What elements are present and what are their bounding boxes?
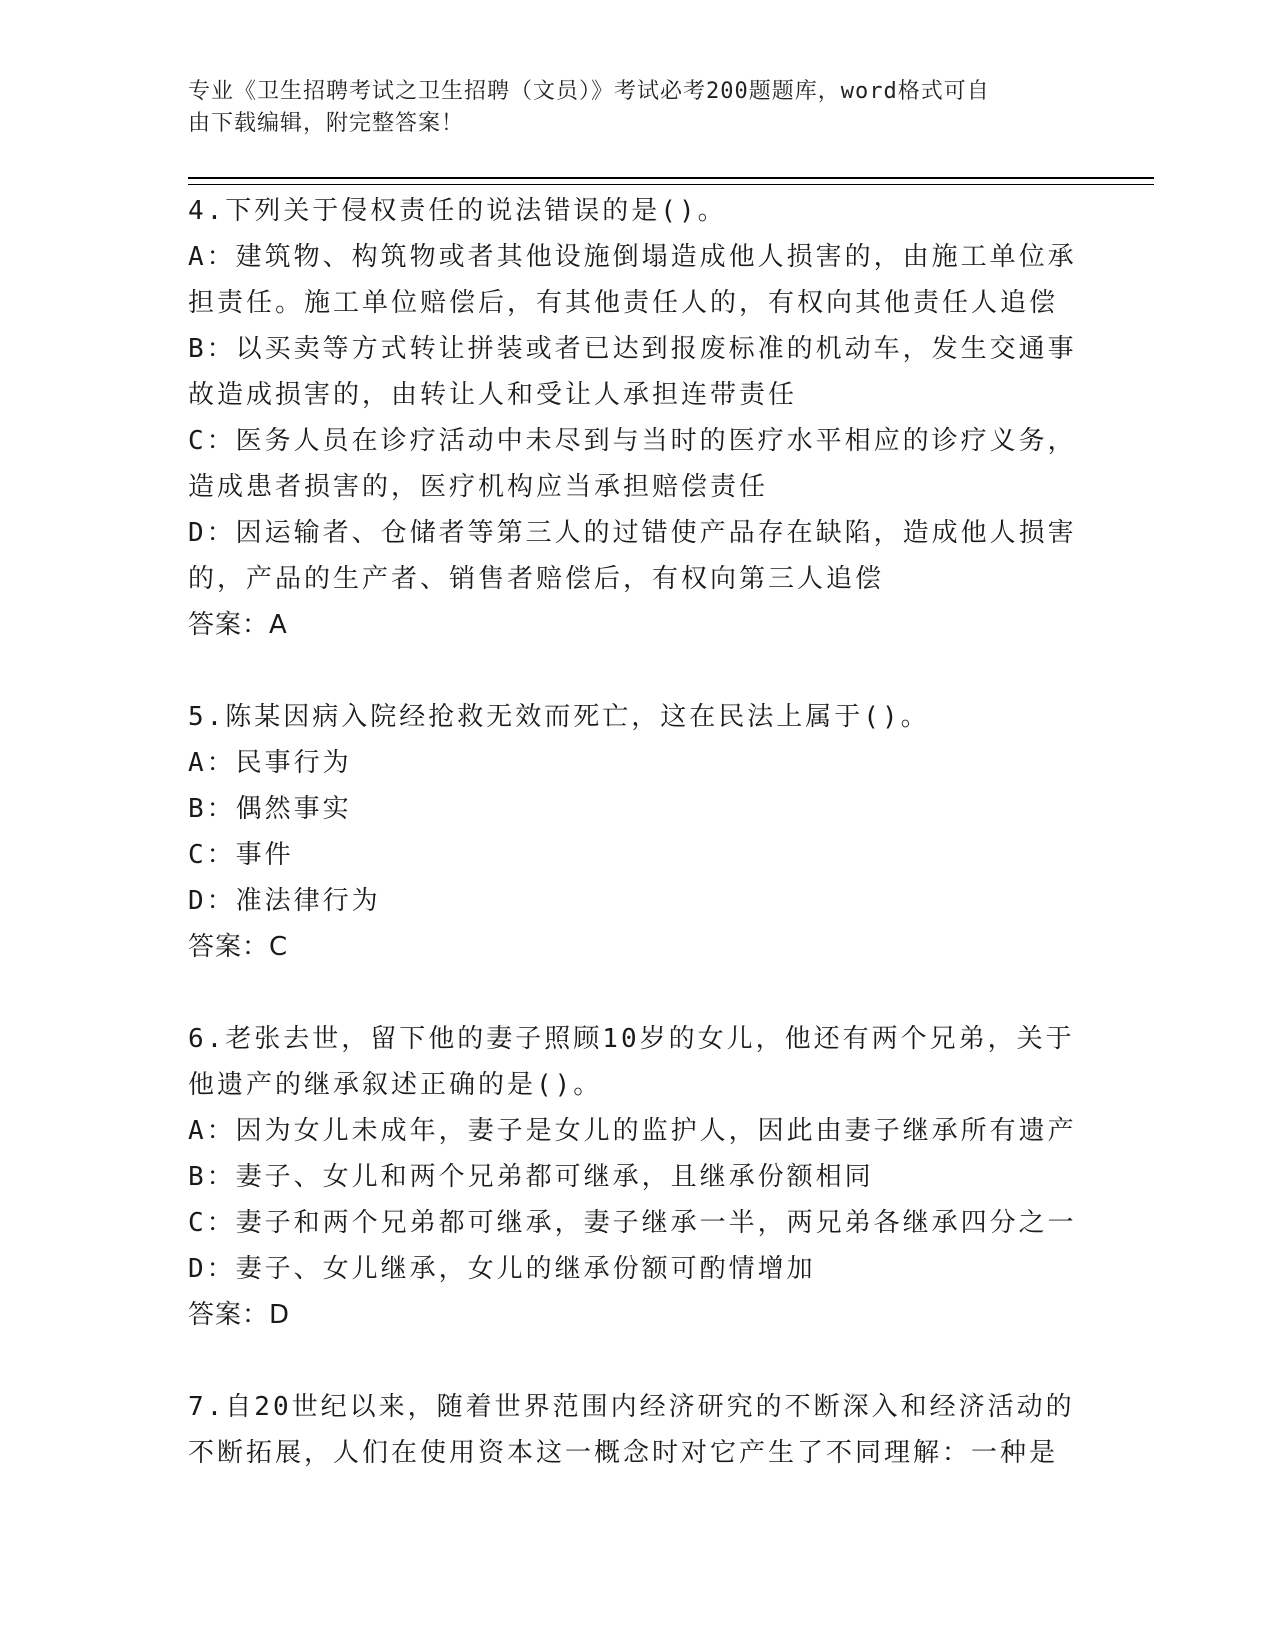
option-a: A：因为女儿未成年，妻子是女儿的监护人，因此由妻子继承所有遗产: [188, 1116, 1077, 1146]
option-d: D：妻子、女儿继承，女儿的继承份额可酌情增加: [188, 1254, 816, 1284]
question-spacer: [188, 1338, 1088, 1384]
option-b: B：偶然事实: [188, 794, 352, 824]
option-a: A：建筑物、构筑物或者其他设施倒塌造成他人损害的，由施工单位承担责任。施工单位赔偿后，有其他责任人的，有权向其他责任人追偿: [188, 242, 1077, 318]
header-line-2: 由下载编辑，附完整答案！: [188, 111, 465, 136]
option-c: C：妻子和两个兄弟都可继承，妻子继承一半，两兄弟各继承四分之一: [188, 1208, 1077, 1238]
option-a: A：民事行为: [188, 748, 352, 778]
question-4: [188, 188, 1088, 648]
question-5: [188, 694, 1088, 970]
option-d: D：准法律行为: [188, 886, 381, 916]
answer-line: 答案：A: [188, 610, 288, 640]
document-header: [188, 76, 1068, 140]
answer-line: 答案：D: [188, 1300, 291, 1330]
header-rule-thick: [188, 177, 1154, 179]
header-line-1: 专业《卫生招聘考试之卫生招聘（文员）》考试必考200题题库，word格式可自: [188, 79, 990, 104]
question-list: [188, 188, 1088, 1476]
answer-line: 答案：C: [188, 932, 289, 962]
question-spacer: [188, 970, 1088, 1016]
option-b: B：妻子、女儿和两个兄弟都可继承，且继承份额相同: [188, 1162, 874, 1192]
option-d: D：因运输者、仓储者等第三人的过错使产品存在缺陷，造成他人损害的，产品的生产者、销售者赔偿后，有权向第三人追偿: [188, 518, 1077, 594]
question-stem: 4.下列关于侵权责任的说法错误的是()。: [188, 196, 727, 226]
question-stem: 7.自20世纪以来，随着世界范围内经济研究的不断深入和经济活动的不断拓展，人们在使用资本这一概念时对它产生了不同理解：一种是: [188, 1392, 1075, 1468]
option-c: C：医务人员在诊疗活动中未尽到与当时的医疗水平相应的诊疗义务，造成患者损害的，医疗机构应当承担赔偿责任: [188, 426, 1077, 502]
header-rule-thin: [188, 184, 1154, 185]
question-spacer: [188, 648, 1088, 694]
question-7: [188, 1384, 1088, 1476]
option-b: B：以买卖等方式转让拼装或者已达到报废标准的机动车，发生交通事故造成损害的，由转让人和受让人承担连带责任: [188, 334, 1077, 410]
question-6: [188, 1016, 1088, 1338]
question-stem: 6.老张去世，留下他的妻子照顾10岁的女儿，他还有两个兄弟，关于他遗产的继承叙述正确的是()。: [188, 1024, 1075, 1100]
question-stem: 5.陈某因病入院经抢救无效而死亡，这在民法上属于()。: [188, 702, 930, 732]
option-c: C：事件: [188, 840, 294, 870]
